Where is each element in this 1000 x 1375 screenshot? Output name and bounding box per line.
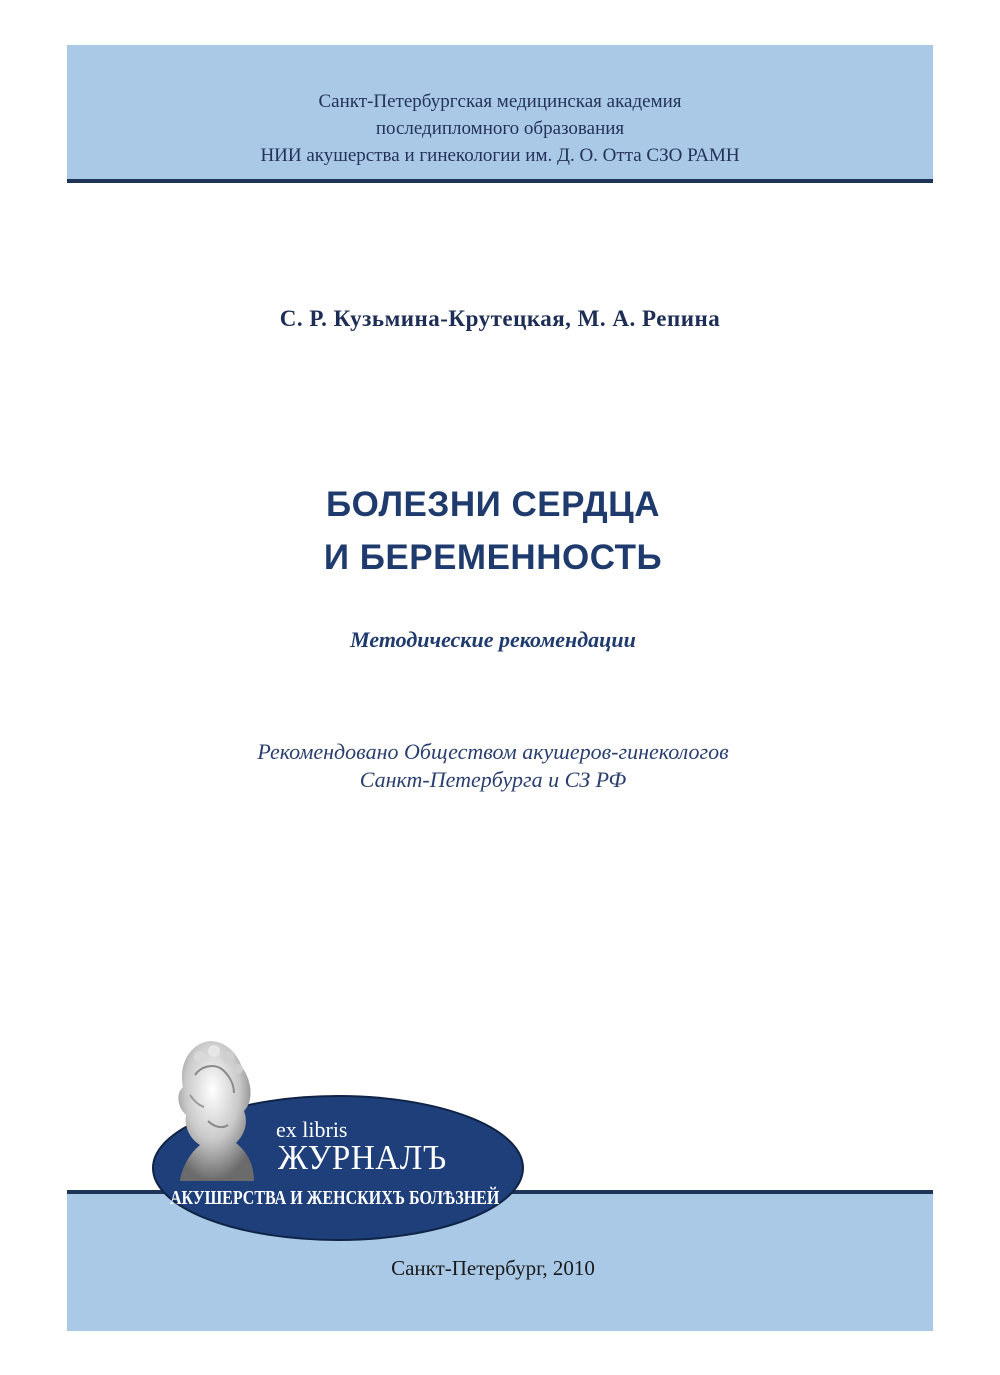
recommendation-line-1: Рекомендовано Обществом акушеров-гинекологов — [257, 739, 729, 764]
header-rule — [67, 179, 933, 183]
journal-logo — [150, 1035, 525, 1255]
logo-journal-subtitle: АКУШЕРСТВА И ЖЕНСКИХЪ БОЛѢЗНЕЙ — [170, 1187, 500, 1209]
logo-journal-title: ЖУРНАЛЪ — [278, 1138, 447, 1177]
authors: С. Р. Кузьмина-Крутецкая, М. А. Репина — [279, 306, 721, 331]
institution-line-1: Санкт-Петербургская медицинская академия — [318, 91, 682, 112]
bust-icon — [178, 1041, 254, 1181]
institution-line-2: последипломного образования — [375, 118, 625, 139]
logo-ex-libris: ex libris — [276, 1117, 348, 1142]
book-title-line-1: БОЛЕЗНИ СЕРДЦА — [325, 485, 661, 524]
recommendation-line-2: Санкт-Петербурга и СЗ РФ — [359, 767, 627, 792]
institution-block — [67, 88, 933, 169]
book-title-line-2: И БЕРЕМЕННОСТЬ — [323, 538, 663, 577]
recommendation — [0, 738, 986, 794]
place-and-year: Санкт-Петербург, 2010 — [391, 1256, 595, 1280]
institution-line-3: НИИ акушерства и гинекологии им. Д. О. Отта СЗО РАМН — [260, 145, 740, 166]
book-subtitle: Методические рекомендации — [350, 627, 636, 652]
book-title — [0, 478, 986, 584]
